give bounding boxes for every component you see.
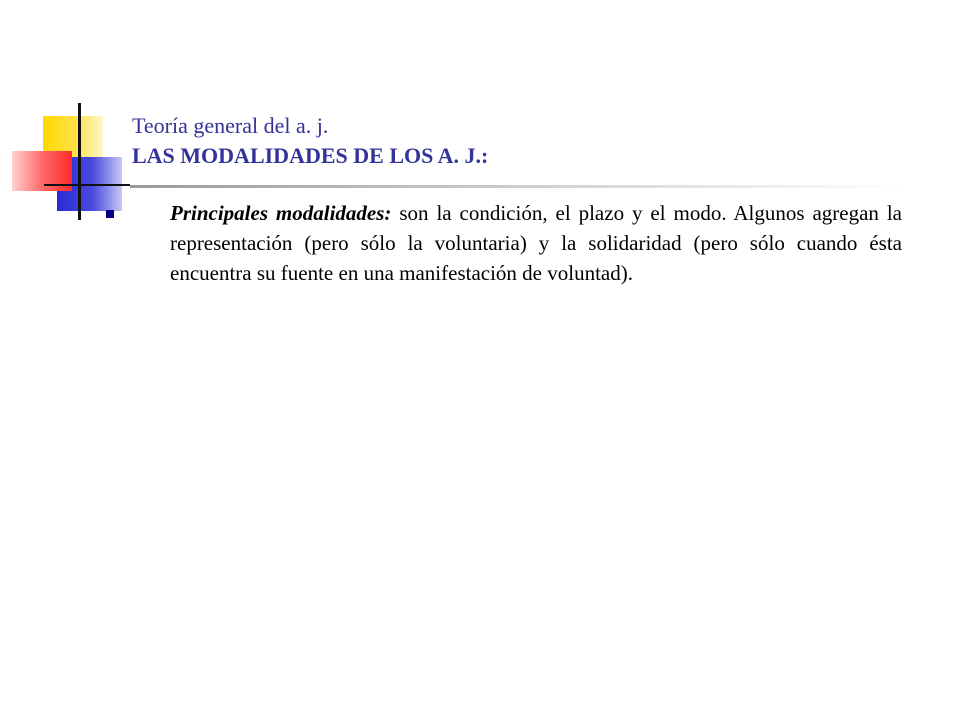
bullet-body: son la condición, el plazo y el modo. Algunos agregan la representación (pero sólo la voluntaria) y la solidaridad (pero sólo cuando ésta encuentra su fuente en una manifestación de voluntad). — [170, 201, 902, 285]
title-underline-rule — [130, 185, 905, 188]
slide-title: Teoría general del a. j. — [132, 113, 329, 138]
bullet-lead: Principales modalidades: — [170, 201, 392, 225]
slide-subtitle: LAS MODALIDADES DE LOS A. J.: — [132, 143, 489, 168]
decor-vertical-line — [78, 103, 81, 220]
bullet-paragraph — [170, 198, 902, 288]
bullet-square-icon — [106, 210, 114, 218]
decor-horizontal-line — [44, 184, 130, 186]
